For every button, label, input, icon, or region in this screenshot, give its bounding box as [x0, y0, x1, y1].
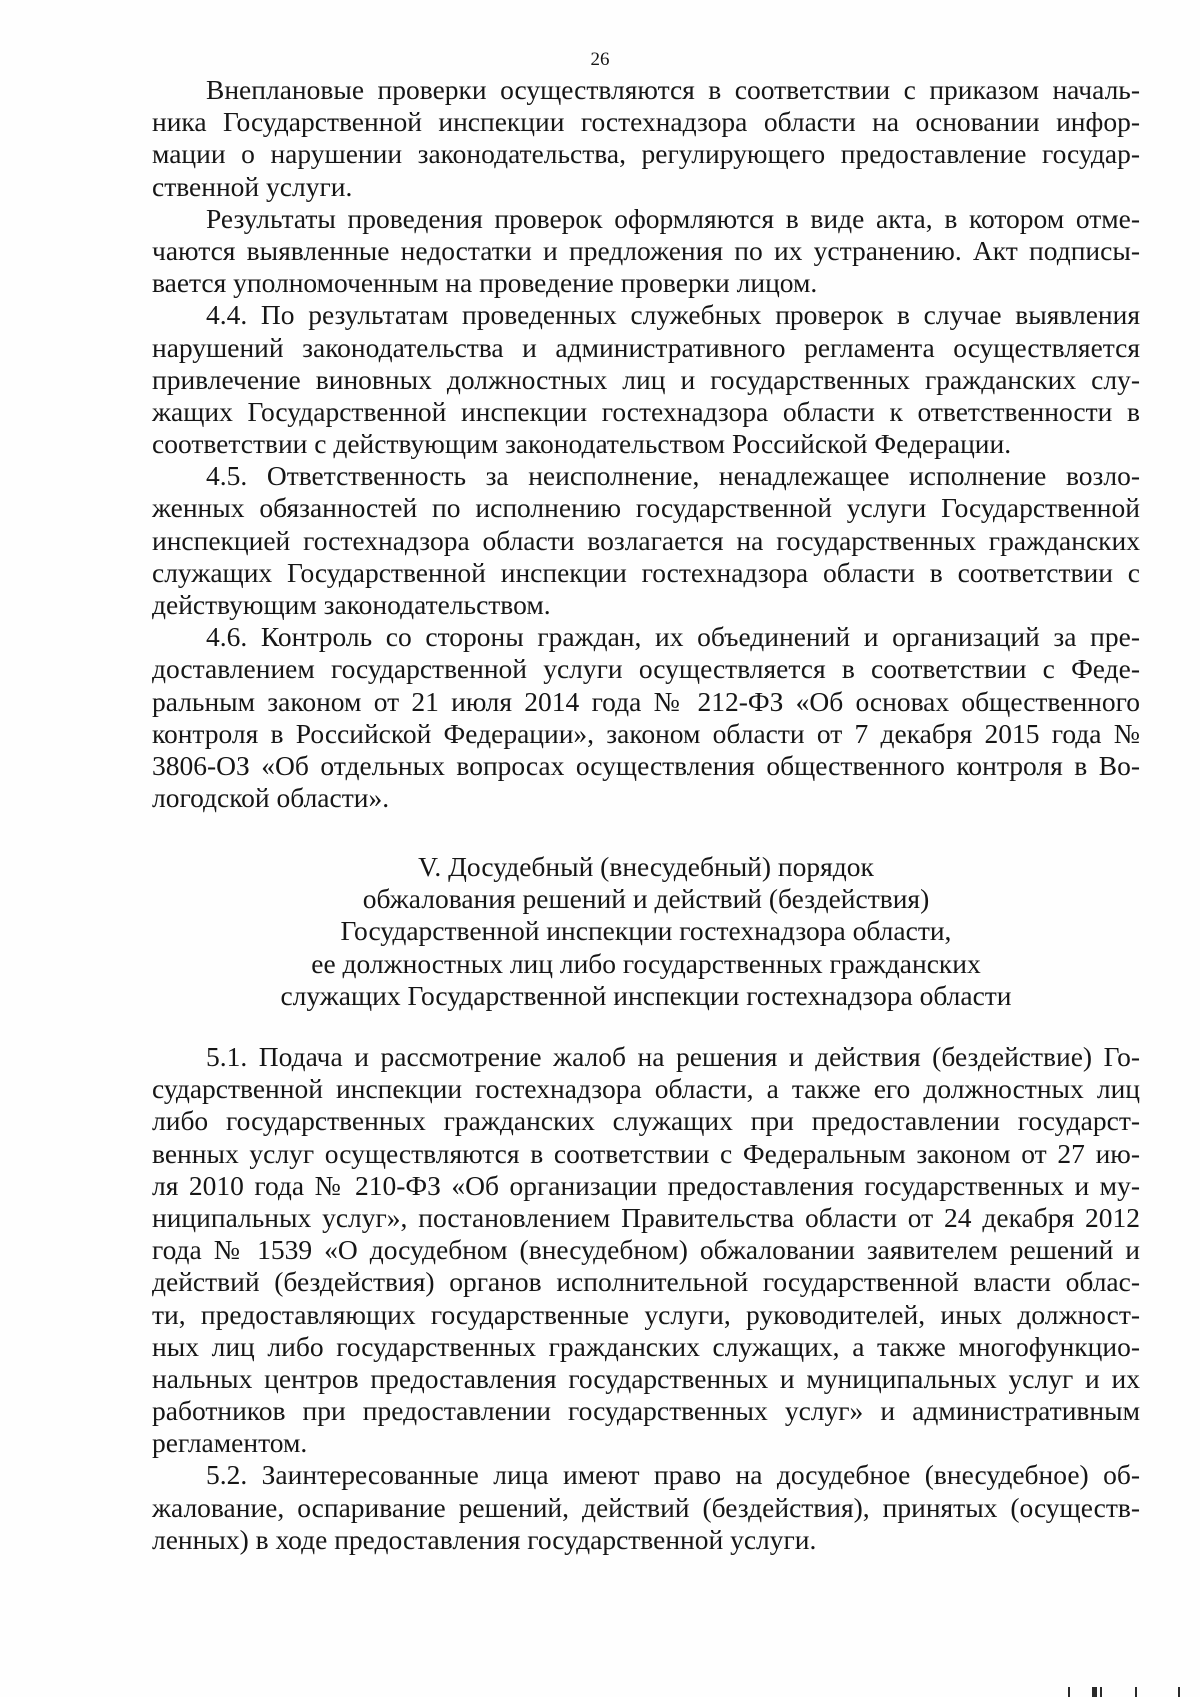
text-line: ных лиц либо государственных гражданских служащих, а также многофункцио-	[152, 1330, 1140, 1362]
text-line: ниципальных услуг», постановлением Правительства области от 24 декабря 2012	[152, 1201, 1140, 1233]
text-line: ленных) в ходе предоставления государственной услуги.	[152, 1523, 817, 1555]
body-part-1	[152, 74, 1140, 814]
text-line: соответствии с действующим законодательством Российской Федерации.	[152, 428, 1012, 460]
heading-line: V. Досудебный (внесудебный) порядок	[418, 851, 874, 882]
text-line: действующим законодательством.	[152, 589, 551, 620]
text-line: регламентом.	[152, 1427, 308, 1459]
text-line: 3806-ОЗ «Об отдельных вопросах осуществления общественного контроля в Во-	[152, 749, 1140, 781]
text-line: нарушений законодательства и административного регламента осуществляется	[152, 331, 1140, 363]
page-number: 26	[590, 49, 610, 70]
paragraph	[152, 74, 1140, 203]
text-line: Результаты проведения проверок оформляются в виде акта, в котором отме-	[206, 202, 1140, 234]
paragraph	[152, 621, 1140, 814]
text-line: 4.5. Ответственность за неисполнение, ненадлежащее исполнение возло-	[206, 460, 1140, 492]
paragraph	[152, 1459, 1140, 1556]
text-line: действий (бездействия) органов исполнительной государственной власти облас-	[152, 1266, 1140, 1298]
paragraph	[152, 1041, 1140, 1459]
scan-artifact	[1068, 1687, 1070, 1697]
heading-line: Государственной инспекции гостехнадзора области,	[340, 915, 952, 947]
text-line: работников при предоставлении государственных услуг» и административным	[152, 1395, 1140, 1427]
body-part-2	[152, 1041, 1140, 1556]
text-line: ти, предоставляющих государственные услуги, руководителей, иных должност-	[152, 1298, 1140, 1330]
text-line: инспекцией гостехнадзора области возлагается на государственных гражданских	[152, 524, 1140, 556]
section-heading	[152, 851, 1140, 1012]
text-line: Внеплановые проверки осуществляются в соответствии с приказом началь-	[206, 74, 1140, 105]
text-line: 5.1. Подача и рассмотрение жалоб на решения и действия (бездействие) Го-	[206, 1041, 1140, 1072]
text-line: женных обязанностей по исполнению государственной услуги Государственной	[152, 492, 1140, 524]
heading-line: обжалования решений и действий (бездействия)	[362, 883, 930, 915]
scan-artifact	[1178, 1687, 1180, 1697]
text-line: ника Государственной инспекции гостехнадзора области на основании инфор-	[152, 106, 1140, 138]
text-line: жалование, оспаривание решений, действий (бездействия), принятых (осуществ-	[152, 1491, 1140, 1523]
text-line: 4.6. Контроль со стороны граждан, их объединений и организаций за пре-	[206, 621, 1140, 653]
text-line: контроля в Российской Федерации», законом области от 7 декабря 2015 года №	[152, 717, 1140, 749]
paragraph	[152, 299, 1140, 460]
heading-line: ее должностных лиц либо государственных гражданских	[311, 947, 981, 979]
text-line: ля 2010 года № 210-ФЗ «Об организации предоставления государственных и му-	[152, 1169, 1140, 1201]
text-line: 5.2. Заинтересованные лица имеют право на досудебное (внесудебное) об-	[206, 1459, 1140, 1491]
text-line: венных услуг осуществляются в соответствии с Федеральным законом от 27 ию-	[152, 1137, 1140, 1169]
text-line: чаются выявленные недостатки и предложения по их устранению. Акт подписы-	[152, 234, 1140, 266]
text-line: сударственной инспекции гостехнадзора области, а также его должностных лиц	[152, 1073, 1140, 1105]
text-line: мации о нарушении законодательства, регулирующего предоставление государ-	[152, 138, 1140, 170]
text-line: либо государственных гражданских служащих при предоставлении государст-	[152, 1105, 1140, 1137]
text-line: 4.4. По результатам проведенных служебных проверок в случае выявления	[206, 299, 1140, 331]
text-line: служащих Государственной инспекции гостехнадзора области в соответствии с	[152, 556, 1140, 588]
paragraph	[152, 203, 1140, 300]
heading-line: служащих Государственной инспекции гостехнадзора области	[280, 979, 1012, 1011]
text-line: нальных центров предоставления государственных и муниципальных услуг и их	[152, 1362, 1140, 1394]
paragraph	[152, 460, 1140, 621]
text-line: доставлением государственной услуги осуществляется в соответствии с Феде-	[152, 653, 1140, 685]
text-line: ственной услуги.	[152, 170, 353, 202]
text-line: года № 1539 «О досудебном (внесудебном) обжаловании заявителем решений и	[152, 1234, 1140, 1266]
text-line: привлечение виновных должностных лиц и государственных гражданских слу-	[152, 363, 1140, 395]
scan-artifact	[1092, 1687, 1097, 1697]
text-line: ральным законом от 21 июля 2014 года № 212-ФЗ «Об основах общественного	[152, 685, 1140, 717]
scan-artifact	[1100, 1687, 1102, 1697]
text-line: жащих Государственной инспекции гостехнадзора области к ответственности в	[152, 395, 1140, 427]
text-line: вается уполномоченным на проведение проверки лицом.	[152, 267, 818, 299]
text-line: логодской области».	[152, 782, 390, 814]
scan-artifact	[1135, 1687, 1137, 1697]
